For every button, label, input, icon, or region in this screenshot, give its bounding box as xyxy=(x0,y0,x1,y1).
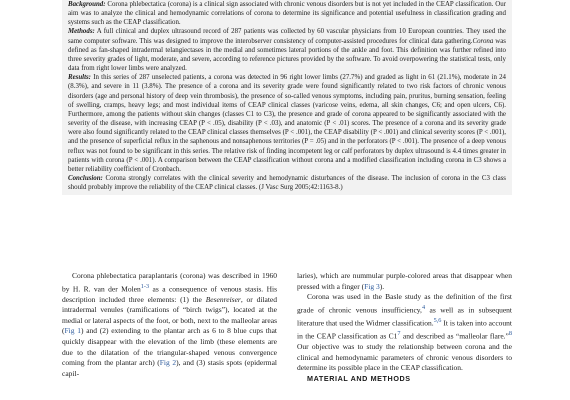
section-heading: MATERIAL AND METHODS xyxy=(307,373,411,383)
background-text: Corona phlebectatica (corona) is a clinical sign associated with chronic venous disorders but is not yet included in the CEAP classification. Our aim was to analyze the clinical and hemodynamic correlations of corona to determine its significance and potential usefulness in classification grading and systems such as the CEAP classification. xyxy=(68,1,506,27)
figure-1-link[interactable]: Fig 1 xyxy=(64,326,81,336)
reference-link[interactable]: 5,6 xyxy=(433,316,442,324)
methods-heading: Methods: xyxy=(68,28,95,36)
continued-paragraph xyxy=(297,271,512,292)
body-columns xyxy=(62,271,512,384)
objective-text-c: It is taken into account in the CEAP classification as C1 xyxy=(297,318,512,341)
abstract-block xyxy=(62,0,512,195)
intro-paragraph xyxy=(62,271,277,379)
intro-text-d: ) and (2) extending to the plantar arch as 6 to 8 blue cups that quickly disappear with the elevation of the limb (these elements are due to the dilatation of the triangular-shaped venous convergence coming from the plantar arch) ( xyxy=(62,326,277,368)
intro-emphasis: Besenreiser xyxy=(205,294,241,304)
intro-text-e: ), and (3) stasis spots (epidermal capil- xyxy=(62,358,277,378)
abstract-results xyxy=(68,73,506,174)
figure-2-link[interactable]: Fig 2 xyxy=(159,358,177,368)
reference-link[interactable]: 8 xyxy=(508,329,512,337)
abstract-conclusion xyxy=(68,174,506,192)
background-heading: Background: xyxy=(68,1,106,8)
intro-text: Corona phlebectatica paraplantaris (corona) was described in 1960 by H. R. van der Molen xyxy=(62,271,277,294)
objective-text-b: as well as in subsequent literature that used the Widmer classification. xyxy=(297,305,512,328)
figure-3-link[interactable]: Fig 3 xyxy=(364,281,380,291)
abstract-methods xyxy=(68,27,506,73)
intro-text-b: as a consequence of venous stasis. His description included three elements: (1) the xyxy=(62,284,277,304)
abstract-background xyxy=(68,0,506,27)
right-column xyxy=(297,271,512,384)
continued-text-b: ). xyxy=(379,281,385,291)
objective-text-d: and described as “malleolar flare.” xyxy=(400,331,509,341)
conclusion-text: Corona strongly correlates with the clinical severity and hemodynamic disturbances of the disease. The inclusion of corona in the C3 class should probably improve the reliability of the CEAP clinical classes. (J Vasc Surg 2005;42:1163-8.) xyxy=(68,174,506,192)
reference-link[interactable]: 4 xyxy=(421,303,426,311)
conclusion-heading: Conclusion: xyxy=(68,174,103,182)
reference-link[interactable]: 1-3 xyxy=(140,282,150,290)
methods-emphasis: Corona xyxy=(472,37,494,45)
left-column xyxy=(62,271,277,384)
reference-link[interactable]: 7 xyxy=(397,329,401,337)
results-text: In this series of 287 unselected patients, a corona was detected in 96 right lower limbs (27.7%) and graded as light in 61 (21.1%), moderate in 24 (8.3%), and severe in 11 (3.8%). The presence of a corona and its severity grade were found significantly related to two risk factors of chronic venous disorders (age and personal history of deep vein thrombosis), the presence of so-called venous symptoms, including pain, pruritus, burning sensation, feeling of swelling, cramps, heavy legs; and most individual items of CEAP clinical classes (varicose veins, edema, all skin changes, C6; and open ulcers, C6). Furthermore, among the patients without skin changes (classes C1 to C3), the presence and grade of corona appeared to be significantly associated with the severity of the disease, with increasing CEAP (P < .05), disability (P < .03), and anatomic (P < .01) scores. The presence of a corona and its severity grade were also found significantly related to the CEAP clinical classes themselves (P < .001), the CEAP disability (P < .001) and clinical severity scores (P < .001), and the presence of superficial reflux in the saphenous and nonsaphenous territories (P = .05) and in the perforators (P < .001). The presence of a deep venous reflux was not found to be significant in this series. The relative risk of finding incompetent leg or calf perforators by duplex ultrasound is 4.4 times greater in patients with corona (P < .001). A comparison between the CEAP classification without corona and a modified classification including corona in C3 shows a better reliability coefficient of Cronbach. xyxy=(68,74,506,173)
objective-paragraph xyxy=(297,292,512,374)
intro-text-c: , or dilated intradermal venules (ramifications of “birch twigs”), located at the medial or lateral aspects of the foot, or both, next to the malleolar areas ( xyxy=(62,294,277,336)
results-heading: Results: xyxy=(68,74,91,82)
continued-text: laries), which are nummular purple-colored areas that disappear when pressed with a finger ( xyxy=(297,271,512,291)
objective-text: Corona was used in the Basle study as the definition of the first grade of chronic venous insufficiency, xyxy=(297,292,512,315)
objective-text-e: Our objective was to study the relationship between corona and the clinical and hemodynamic parameters of chronic venous disorders to determine its possible place in the CEAP classification. xyxy=(297,342,512,373)
methods-text: A full clinical and duplex ultrasound record of 287 patients was collected by 60 vascular physicians from 10 European countries. They used the same computer software. This was designed to improve the interobserver consistency of computer-assisted procedures for clinical data gathering. xyxy=(68,28,506,45)
methods-text-2: was defined as fan-shaped intradermal telangiectases in the medial and sometimes lateral portions of the ankle and foot. This definition was further refined into three severity grades of light, moderate, and severe, according to reference pictures provided by the software. To avoid overpowering the statistical tests, only data from right lower limbs were analyzed. xyxy=(68,37,506,73)
